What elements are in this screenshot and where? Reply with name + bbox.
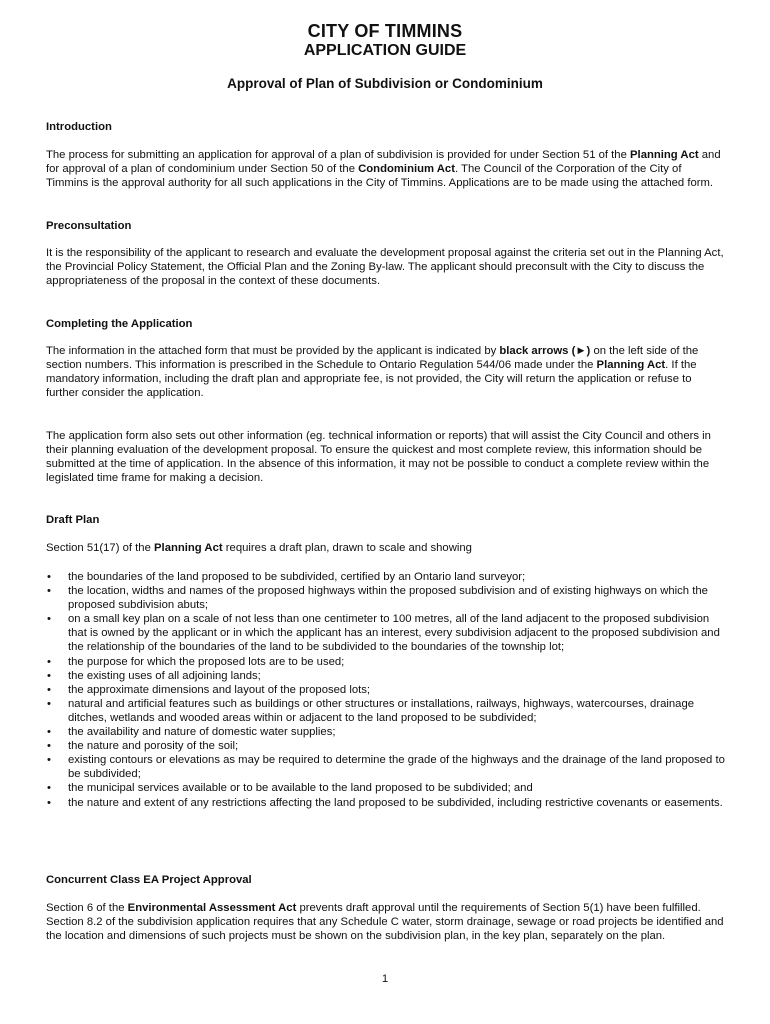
bullet-icon: • [47,697,51,710]
list-item-text: the purpose for which the proposed lots are to be used; [68,655,345,668]
heading-completing-application: Completing the Application [46,318,193,330]
bullet-icon: • [47,613,51,626]
preconsultation-paragraph: It is the responsibility of the applicant to research and evaluate the development proposal against the criteria set out in the Planning Act, the Provincial Policy Statement, the Official Plan and the Zoning By-law. The applicant should preconsult with the City to discuss the appropriateness of the proposal in the context of these documents. [46,247,724,288]
list-item-text: existing contours or elevations as may be required to determine the grade of the highways and the drainage of the land proposed to be subdivided; [68,754,725,781]
bullet-icon: • [47,669,51,682]
list-item [46,584,726,612]
list-item-text: the location, widths and names of the proposed highways within the proposed subdivision and of existing highways on which the proposed subdivision abuts; [68,585,708,612]
list-item-text: on a small key plan on a scale of not less than one centimeter to 100 metres, all of the land adjacent to the proposed subdivision that is owned by the applicant or in which the applicant has an interest, every subdivision adjacent to the proposed subdivision and the relationship of the boundaries of the land to be subdivided to the boundaries of the township lot; [68,613,720,654]
draft-plan-requirements-list [46,570,726,810]
list-item-text: the boundaries of the land proposed to be subdivided, certified by an Ontario land surveyor; [68,571,526,583]
list-item-text: the approximate dimensions and layout of the proposed lots; [68,683,371,696]
list-item-text: natural and artificial features such as buildings or other structures or installations, railways, highways, watercourses, drainage ditches, wetlands and wooded areas within or adjacent to the land proposed to be subdivided; [68,697,695,724]
list-item-text: the municipal services available or to be available to the land proposed to be subdivided; and [68,782,533,795]
introduction-paragraph: The process for submitting an application for approval of a plan of subdivision is provided for under Section 51 of the Planning Act and for approval of a plan of condominium under Section 50 of the Condominium Act. The Council of the Corporation of the City of Timmins is the approval authority for all such applications in the City of Timmins. Applications are to be made using the attached form. [46,149,721,190]
list-item [46,570,726,584]
list-item-text: the existing uses of all adjoining lands; [68,669,261,682]
class-ea-paragraph: Section 6 of the Environmental Assessment Act prevents draft approval until the requirements of Section 5(1) have been fulfilled. Section 8.2 of the subdivision application requires that any Schedule C water, storm drainage, sewage or road projects be identified and the location and dimensions of such projects must be shown on the subdivision plan, in the key plan, separately on the plan. [46,902,724,943]
completing-paragraph-2: The application form also sets out other information (eg. technical information or reports) that will assist the City Council and others in their planning evaluation of the development proposal. To ensure the quickest and most complete review, this information should be submitted at the time of application. In the absence of this information, it may not be possible to conduct a complete review within the legislated time frame for making a decision. [46,430,711,485]
list-item-text: the nature and extent of any restrictions affecting the land proposed to be subdivided, including restrictive covenants or easements. [68,796,723,809]
bullet-icon: • [47,571,51,583]
page-number: 1 [381,973,389,985]
bullet-icon: • [47,585,51,598]
heading-preconsultation: Preconsultation [46,220,132,232]
bullet-icon: • [47,655,51,668]
list-item [46,781,726,795]
list-item [46,669,726,683]
completing-paragraph-1: The information in the attached form that must be provided by the applicant is indicated by black arrows (►) on the left side of the section numbers. This information is prescribed in the Schedule to Ontario Regulation 544/06 made under the Planning Act. If the mandatory information, including the draft plan and appropriate fee, is not provided, the City will return the application or refuse to further consider the application. [46,345,699,400]
list-item [46,655,726,669]
heading-class-ea: Concurrent Class EA Project Approval [46,874,252,886]
draft-plan-intro: Section 51(17) of the Planning Act requires a draft plan, drawn to scale and showing [46,542,472,554]
list-item [46,753,726,781]
heading-introduction: Introduction [46,121,112,133]
list-item [46,725,726,739]
bullet-icon: • [47,683,51,696]
guide-title: APPLICATION GUIDE [303,42,467,59]
bullet-icon: • [47,782,51,795]
list-item [46,796,726,810]
list-item-text: the availability and nature of domestic water supplies; [68,726,336,739]
bullet-icon: • [47,740,51,753]
list-item [46,739,726,753]
bullet-icon: • [47,754,51,767]
list-item [46,612,726,654]
list-item [46,683,726,697]
heading-draft-plan: Draft Plan [46,514,100,526]
list-item [46,697,726,725]
city-title: CITY OF TIMMINS [307,21,463,41]
document-subtitle: Approval of Plan of Subdivision or Condominium [227,76,543,91]
list-item-text: the nature and porosity of the soil; [68,740,239,753]
bullet-icon: • [47,796,51,809]
bullet-icon: • [47,726,51,739]
